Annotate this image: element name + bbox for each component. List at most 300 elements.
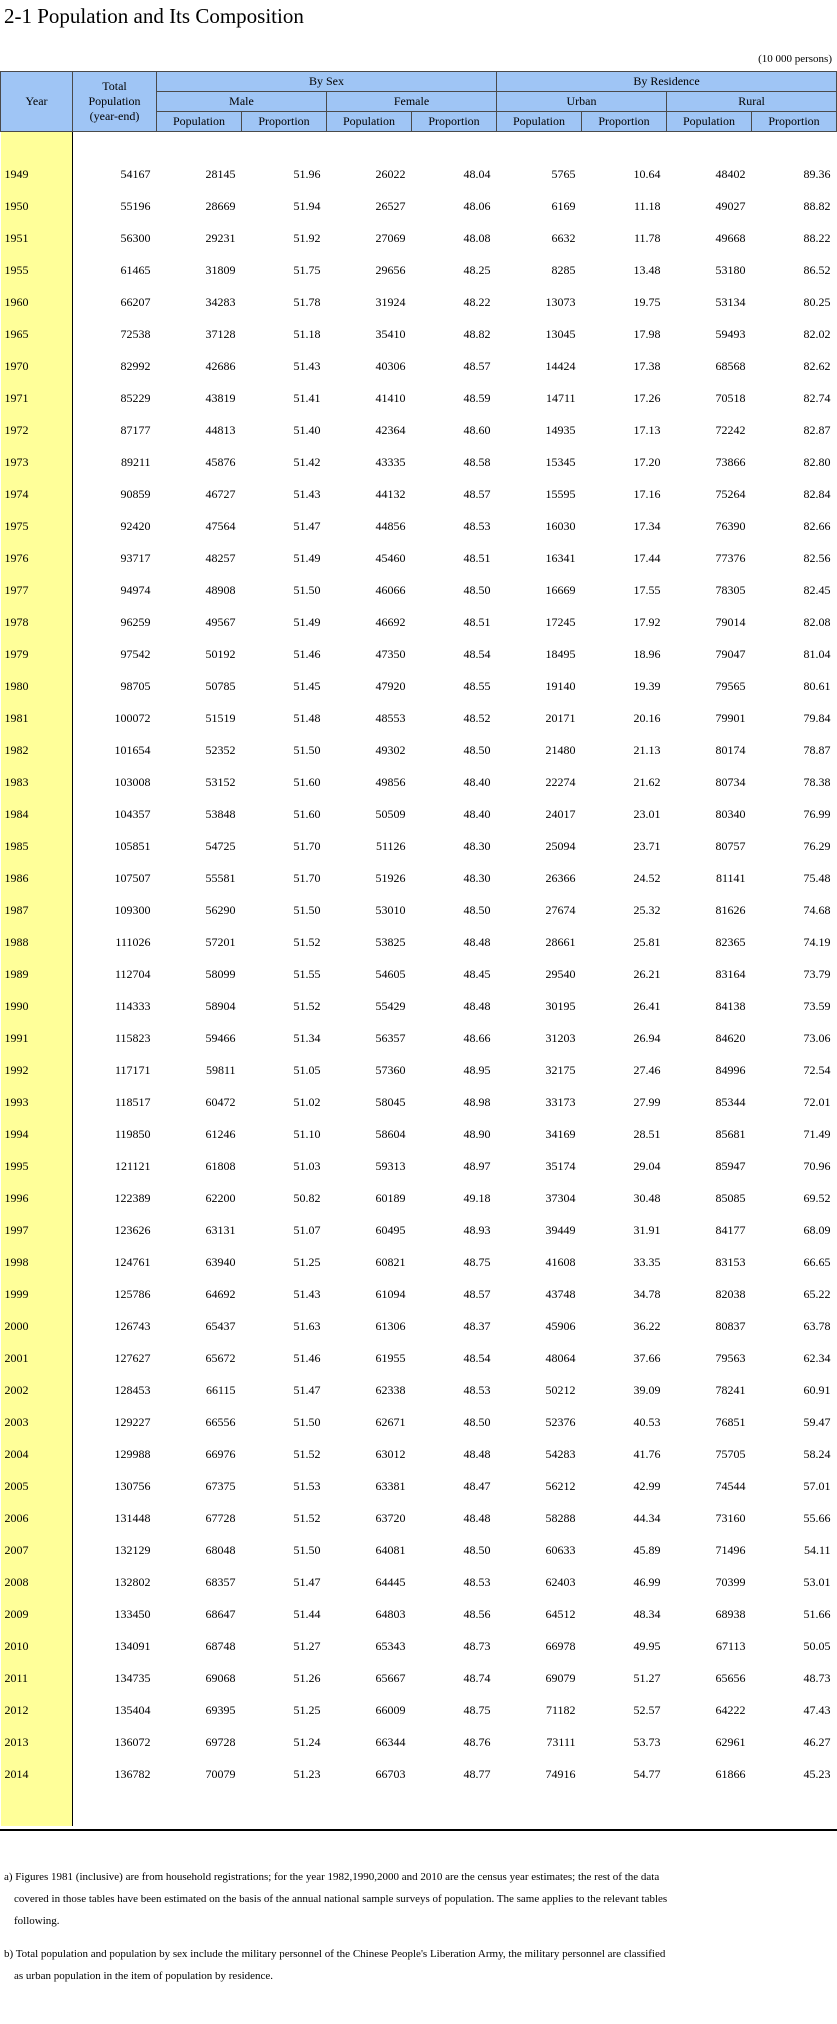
rural-proportion-cell: 82.74	[803, 390, 831, 405]
urban-proportion-cell: 26.41	[633, 998, 661, 1013]
rural-population-cell: 82365	[715, 934, 746, 949]
rural-proportion-cell: 62.34	[803, 1350, 831, 1365]
rural-population-cell: 76390	[715, 518, 746, 533]
urban-population-cell: 6169	[551, 198, 576, 213]
year-cell: 2005	[1, 1470, 73, 1502]
rural-population-cell: 82038	[715, 1286, 746, 1301]
table-row	[1, 1310, 837, 1342]
total-population-cell: 132802	[114, 1574, 151, 1589]
female-proportion-cell: 48.90	[463, 1126, 491, 1141]
male-proportion-cell: 51.78	[293, 294, 321, 309]
year-cell: 1970	[1, 350, 73, 382]
male-proportion-cell: 51.50	[293, 1414, 321, 1429]
urban-proportion-header: Proportion	[582, 112, 667, 132]
male-population-cell: 43819	[205, 390, 236, 405]
year-cell: 1977	[1, 574, 73, 606]
male-proportion-cell: 51.43	[293, 486, 321, 501]
table-row	[1, 446, 837, 478]
rural-population-cell: 73866	[715, 454, 746, 469]
urban-proportion-cell: 39.09	[633, 1382, 661, 1397]
male-proportion-cell: 51.55	[293, 966, 321, 981]
male-population-cell: 53848	[205, 806, 236, 821]
male-population-cell: 70079	[205, 1766, 236, 1781]
male-population-cell: 68048	[205, 1542, 236, 1557]
year-cell: 2006	[1, 1502, 73, 1534]
female-population-cell: 66009	[375, 1702, 406, 1717]
rural-proportion-cell: 82.56	[803, 550, 831, 565]
urban-population-cell: 45906	[545, 1318, 576, 1333]
year-cell: 1994	[1, 1118, 73, 1150]
female-proportion-cell: 48.93	[463, 1222, 491, 1237]
urban-population-cell: 50212	[545, 1382, 576, 1397]
male-population-cell: 47564	[205, 518, 236, 533]
male-proportion-cell: 51.03	[293, 1158, 321, 1173]
female-proportion-cell: 48.50	[463, 1542, 491, 1557]
urban-population-cell: 16669	[545, 582, 576, 597]
urban-proportion-cell: 23.71	[633, 838, 661, 853]
rural-population-cell: 80837	[715, 1318, 746, 1333]
male-population-cell: 28669	[205, 198, 236, 213]
female-population-cell: 42364	[375, 422, 406, 437]
rural-population-cell: 77376	[715, 550, 746, 565]
table-row	[1, 350, 837, 382]
male-proportion-cell: 51.53	[293, 1478, 321, 1493]
female-proportion-cell: 48.30	[463, 838, 491, 853]
female-proportion-cell: 48.95	[463, 1062, 491, 1077]
urban-population-cell: 41608	[545, 1254, 576, 1269]
table-row	[1, 926, 837, 958]
urban-population-cell: 15595	[545, 486, 576, 501]
female-population-cell: 46066	[375, 582, 406, 597]
female-proportion-cell: 48.50	[463, 742, 491, 757]
year-cell: 1965	[1, 318, 73, 350]
male-proportion-cell: 51.52	[293, 998, 321, 1013]
urban-proportion-cell: 49.95	[633, 1638, 661, 1653]
year-cell: 1974	[1, 478, 73, 510]
male-proportion-cell: 51.47	[293, 1574, 321, 1589]
rural-proportion-cell: 47.43	[803, 1702, 831, 1717]
female-population-cell: 49856	[375, 774, 406, 789]
female-population-cell: 63720	[375, 1510, 406, 1525]
male-population-cell: 49567	[205, 614, 236, 629]
female-population-cell: 31924	[375, 294, 406, 309]
urban-population-cell: 14711	[545, 390, 576, 405]
year-cell: 1986	[1, 862, 73, 894]
female-proportion-cell: 48.04	[463, 166, 491, 181]
total-population-cell: 124761	[114, 1254, 151, 1269]
rural-proportion-cell: 59.47	[803, 1414, 831, 1429]
urban-proportion-cell: 18.96	[633, 646, 661, 661]
male-population-cell: 44813	[205, 422, 236, 437]
rural-proportion-cell: 82.66	[803, 518, 831, 533]
total-population-cell: 135404	[114, 1702, 151, 1717]
table-bottom-rule	[0, 1829, 837, 1831]
urban-proportion-cell: 27.99	[633, 1094, 661, 1109]
rural-population-cell: 85681	[715, 1126, 746, 1141]
rural-proportion-cell: 86.52	[803, 262, 831, 277]
rural-proportion-cell: 78.38	[803, 774, 831, 789]
female-proportion-cell: 48.37	[463, 1318, 491, 1333]
year-cell: 1973	[1, 446, 73, 478]
urban-proportion-cell: 40.53	[633, 1414, 661, 1429]
urban-proportion-cell: 30.48	[633, 1190, 661, 1205]
total-population-cell: 92420	[120, 518, 151, 533]
table-row	[1, 990, 837, 1022]
male-proportion-cell: 51.25	[293, 1254, 321, 1269]
male-population-cell: 37128	[205, 326, 236, 341]
rural-population-cell: 84177	[715, 1222, 746, 1237]
urban-population-cell: 16030	[545, 518, 576, 533]
male-proportion-cell: 51.52	[293, 1510, 321, 1525]
total-population-cell: 94974	[120, 582, 151, 597]
year-cell: 1985	[1, 830, 73, 862]
table-row	[1, 670, 837, 702]
urban-population-cell: 66978	[545, 1638, 576, 1653]
urban-population-cell: 39449	[545, 1222, 576, 1237]
rural-proportion-cell: 88.22	[803, 230, 831, 245]
female-proportion-cell: 48.57	[463, 1286, 491, 1301]
female-population-cell: 65667	[375, 1670, 406, 1685]
total-population-cell: 136782	[114, 1766, 151, 1781]
urban-population-cell: 20171	[545, 710, 576, 725]
year-cell: 1982	[1, 734, 73, 766]
female-proportion-cell: 48.66	[463, 1030, 491, 1045]
table-row	[1, 1246, 837, 1278]
male-proportion-cell: 51.05	[293, 1062, 321, 1077]
rural-population-cell: 49668	[715, 230, 746, 245]
female-proportion-cell: 48.40	[463, 774, 491, 789]
rural-population-cell: 75264	[715, 486, 746, 501]
female-population-cell: 60495	[375, 1222, 406, 1237]
female-proportion-cell: 48.82	[463, 326, 491, 341]
rural-proportion-cell: 89.36	[803, 166, 831, 181]
year-cell: 1989	[1, 958, 73, 990]
female-population-cell: 60189	[375, 1190, 406, 1205]
table-row	[1, 894, 837, 926]
year-cell: 1993	[1, 1086, 73, 1118]
female-population-cell: 48553	[375, 710, 406, 725]
urban-proportion-cell: 17.26	[633, 390, 661, 405]
female-proportion-cell: 48.52	[463, 710, 491, 725]
rural-proportion-cell: 51.66	[803, 1606, 831, 1621]
rural-population-cell: 84138	[715, 998, 746, 1013]
urban-population-cell: 13073	[545, 294, 576, 309]
urban-proportion-cell: 17.38	[633, 358, 661, 373]
year-cell: 1990	[1, 990, 73, 1022]
rural-proportion-cell: 78.87	[803, 742, 831, 757]
female-proportion-cell: 48.40	[463, 806, 491, 821]
total-population-cell: 125786	[114, 1286, 151, 1301]
total-population-cell: 129227	[114, 1414, 151, 1429]
year-cell: 2013	[1, 1726, 73, 1758]
table-row	[1, 1470, 837, 1502]
female-population-cell: 45460	[375, 550, 406, 565]
female-proportion-cell: 48.22	[463, 294, 491, 309]
rural-population-cell: 74544	[715, 1478, 746, 1493]
urban-population-cell: 71182	[545, 1702, 576, 1717]
male-proportion-cell: 51.47	[293, 518, 321, 533]
table-row	[1, 414, 837, 446]
male-population-cell: 50192	[205, 646, 236, 661]
population-table	[0, 71, 837, 1826]
urban-proportion-cell: 37.66	[633, 1350, 661, 1365]
male-proportion-cell: 51.24	[293, 1734, 321, 1749]
year-cell: 2010	[1, 1630, 73, 1662]
rural-proportion-cell: 82.45	[803, 582, 831, 597]
rural-proportion-cell: 76.99	[803, 806, 831, 821]
table-row	[1, 1374, 837, 1406]
urban-proportion-cell: 25.81	[633, 934, 661, 949]
total-population-cell: 93717	[120, 550, 151, 565]
male-population-cell: 61246	[205, 1126, 236, 1141]
total-population-cell: 55196	[120, 198, 151, 213]
male-population-cell: 46727	[205, 486, 236, 501]
urban-population-cell: 37304	[545, 1190, 576, 1205]
year-cell: 2000	[1, 1310, 73, 1342]
male-population-cell: 55581	[205, 870, 236, 885]
male-population-cell: 52352	[205, 742, 236, 757]
female-population-cell: 44132	[375, 486, 406, 501]
table-row	[1, 510, 837, 542]
urban-proportion-cell: 11.18	[633, 198, 661, 213]
total-population-cell: 131448	[114, 1510, 151, 1525]
urban-population-cell: 26366	[545, 870, 576, 885]
year-cell: 1999	[1, 1278, 73, 1310]
urban-proportion-cell: 19.39	[633, 678, 661, 693]
male-proportion-cell: 51.45	[293, 678, 321, 693]
female-population-cell: 58604	[375, 1126, 406, 1141]
male-population-cell: 68748	[205, 1638, 236, 1653]
female-population-cell: 50509	[375, 806, 406, 821]
male-population-cell: 29231	[205, 230, 236, 245]
year-cell: 2012	[1, 1694, 73, 1726]
female-proportion-cell: 48.50	[463, 1414, 491, 1429]
urban-proportion-cell: 26.21	[633, 966, 661, 981]
urban-header: Urban	[497, 92, 667, 112]
urban-population-cell: 48064	[545, 1350, 576, 1365]
female-proportion-cell: 48.55	[463, 678, 491, 693]
table-row	[1, 382, 837, 414]
total-population-cell: 134735	[114, 1670, 151, 1685]
table-row	[1, 1758, 837, 1790]
female-proportion-cell: 48.08	[463, 230, 491, 245]
rural-population-cell: 68938	[715, 1606, 746, 1621]
urban-proportion-cell: 23.01	[633, 806, 661, 821]
male-population-cell: 31809	[205, 262, 236, 277]
year-cell: 1975	[1, 510, 73, 542]
female-proportion-cell: 48.77	[463, 1766, 491, 1781]
total-population-cell: 107507	[114, 870, 151, 885]
rural-proportion-cell: 46.27	[803, 1734, 831, 1749]
urban-population-cell: 15345	[545, 454, 576, 469]
table-row	[1, 1438, 837, 1470]
urban-proportion-cell: 27.46	[633, 1062, 661, 1077]
table-row	[1, 1662, 837, 1694]
female-population-cell: 46692	[375, 614, 406, 629]
rural-population-cell: 79014	[715, 614, 746, 629]
total-population-cell: 104357	[114, 806, 151, 821]
total-population-cell: 133450	[114, 1606, 151, 1621]
male-proportion-cell: 51.96	[293, 166, 321, 181]
tail-row	[1, 1790, 837, 1826]
urban-proportion-cell: 10.64	[633, 166, 661, 181]
female-proportion-header: Proportion	[412, 112, 497, 132]
urban-proportion-cell: 48.34	[633, 1606, 661, 1621]
total-population-cell: 114333	[114, 998, 151, 1013]
female-proportion-cell: 48.53	[463, 1574, 491, 1589]
female-population-cell: 47350	[375, 646, 406, 661]
female-population-cell: 63012	[375, 1446, 406, 1461]
rural-proportion-cell: 45.23	[803, 1766, 831, 1781]
male-proportion-cell: 51.47	[293, 1382, 321, 1397]
rural-proportion-cell: 82.84	[803, 486, 831, 501]
urban-proportion-cell: 19.75	[633, 294, 661, 309]
urban-population-cell: 35174	[545, 1158, 576, 1173]
year-cell	[1, 132, 73, 159]
male-proportion-cell: 51.94	[293, 198, 321, 213]
female-population-cell: 60821	[375, 1254, 406, 1269]
male-proportion-cell: 51.52	[293, 934, 321, 949]
male-population-cell: 66115	[205, 1382, 236, 1397]
male-population-cell: 59466	[205, 1030, 236, 1045]
female-proportion-cell: 48.45	[463, 966, 491, 981]
rural-population-cell: 80174	[715, 742, 746, 757]
rural-population-cell: 84996	[715, 1062, 746, 1077]
urban-proportion-cell: 25.32	[633, 902, 661, 917]
female-proportion-cell: 48.50	[463, 582, 491, 597]
total-population-cell: 97542	[120, 646, 151, 661]
urban-population-cell: 17245	[545, 614, 576, 629]
male-proportion-cell: 51.44	[293, 1606, 321, 1621]
total-population-header	[73, 72, 157, 132]
year-cell: 1972	[1, 414, 73, 446]
male-proportion-cell: 51.42	[293, 454, 321, 469]
total-population-cell: 122389	[114, 1190, 151, 1205]
urban-population-cell: 33173	[545, 1094, 576, 1109]
male-population-cell: 48257	[205, 550, 236, 565]
urban-proportion-cell: 44.34	[633, 1510, 661, 1525]
female-population-cell: 51926	[375, 870, 406, 885]
male-proportion-cell: 51.34	[293, 1030, 321, 1045]
rural-proportion-cell: 82.02	[803, 326, 831, 341]
rural-population-cell: 70518	[715, 390, 746, 405]
total-population-cell: 105851	[114, 838, 151, 853]
urban-proportion-cell: 33.35	[633, 1254, 661, 1269]
table-row	[1, 606, 837, 638]
urban-proportion-cell: 29.04	[633, 1158, 661, 1173]
male-proportion-cell: 50.82	[293, 1190, 321, 1205]
urban-proportion-cell: 17.55	[633, 582, 661, 597]
rural-proportion-cell: 76.29	[803, 838, 831, 853]
female-proportion-cell: 48.51	[463, 614, 491, 629]
rural-population-cell: 85085	[715, 1190, 746, 1205]
rural-population-cell: 78305	[715, 582, 746, 597]
female-population-cell: 41410	[375, 390, 406, 405]
urban-population-cell: 14424	[545, 358, 576, 373]
female-proportion-cell: 48.48	[463, 1510, 491, 1525]
female-proportion-cell: 48.25	[463, 262, 491, 277]
table-row	[1, 1022, 837, 1054]
rural-proportion-cell: 75.48	[803, 870, 831, 885]
total-population-cell: 127627	[114, 1350, 151, 1365]
male-proportion-cell: 51.02	[293, 1094, 321, 1109]
table-row	[1, 1502, 837, 1534]
table-row	[1, 158, 837, 190]
year-cell: 2004	[1, 1438, 73, 1470]
rural-proportion-cell: 72.01	[803, 1094, 831, 1109]
footnote-a-line2: covered in those tables have been estimated on the basis of the annual national sample surveys of population. The same applies to the relevant tables	[14, 1893, 668, 1905]
male-population-cell: 64692	[205, 1286, 236, 1301]
urban-population-cell: 56212	[545, 1478, 576, 1493]
rural-proportion-cell: 50.05	[803, 1638, 831, 1653]
male-proportion-cell: 51.60	[293, 774, 321, 789]
urban-population-cell: 21480	[545, 742, 576, 757]
urban-proportion-cell: 42.99	[633, 1478, 661, 1493]
urban-proportion-cell: 17.92	[633, 614, 661, 629]
footnote-b	[4, 1943, 830, 1987]
urban-population-cell: 27674	[545, 902, 576, 917]
male-proportion-cell: 51.18	[293, 326, 321, 341]
table-row	[1, 1278, 837, 1310]
male-population-cell: 65672	[205, 1350, 236, 1365]
rural-population-cell: 59493	[715, 326, 746, 341]
rural-proportion-cell: 74.68	[803, 902, 831, 917]
urban-proportion-cell: 13.48	[633, 262, 661, 277]
male-population-cell: 58099	[205, 966, 236, 981]
rural-header: Rural	[667, 92, 837, 112]
male-proportion-cell: 51.07	[293, 1222, 321, 1237]
male-population-cell: 50785	[205, 678, 236, 693]
urban-proportion-cell: 45.89	[633, 1542, 661, 1557]
urban-population-cell: 13045	[545, 326, 576, 341]
rural-population-cell: 75705	[715, 1446, 746, 1461]
urban-population-cell: 28661	[545, 934, 576, 949]
female-proportion-cell: 48.51	[463, 550, 491, 565]
total-population-cell: 126743	[114, 1318, 151, 1333]
rural-population-cell: 81141	[715, 870, 746, 885]
rural-proportion-cell: 73.79	[803, 966, 831, 981]
urban-proportion-cell: 34.78	[633, 1286, 661, 1301]
female-population-cell: 66344	[375, 1734, 406, 1749]
year-cell: 1955	[1, 254, 73, 286]
female-proportion-cell: 48.58	[463, 454, 491, 469]
table-row	[1, 254, 837, 286]
female-proportion-cell: 48.57	[463, 486, 491, 501]
table-row	[1, 1150, 837, 1182]
urban-proportion-cell: 20.16	[633, 710, 661, 725]
rural-population-cell: 68568	[715, 358, 746, 373]
urban-population-cell: 5765	[551, 166, 576, 181]
rural-proportion-cell: 88.82	[803, 198, 831, 213]
footnote-a-line1: a) Figures 1981 (inclusive) are from household registrations; for the year 1982,1990,2000 and 2010 are the census year estimates; the rest of the data	[4, 1871, 660, 1883]
year-cell: 1984	[1, 798, 73, 830]
total-header-line2: Population	[88, 94, 141, 108]
male-proportion-cell: 51.41	[293, 390, 321, 405]
male-population-cell: 67375	[205, 1478, 236, 1493]
rural-proportion-cell: 81.04	[803, 646, 831, 661]
year-cell: 1979	[1, 638, 73, 670]
female-proportion-cell: 48.57	[463, 358, 491, 373]
female-population-cell: 64081	[375, 1542, 406, 1557]
female-population-cell: 26527	[375, 198, 406, 213]
male-proportion-cell: 51.43	[293, 1286, 321, 1301]
table-row	[1, 286, 837, 318]
male-proportion-cell: 51.50	[293, 582, 321, 597]
male-population-cell: 56290	[205, 902, 236, 917]
year-cell: 1987	[1, 894, 73, 926]
female-population-cell: 27069	[375, 230, 406, 245]
year-cell: 1960	[1, 286, 73, 318]
